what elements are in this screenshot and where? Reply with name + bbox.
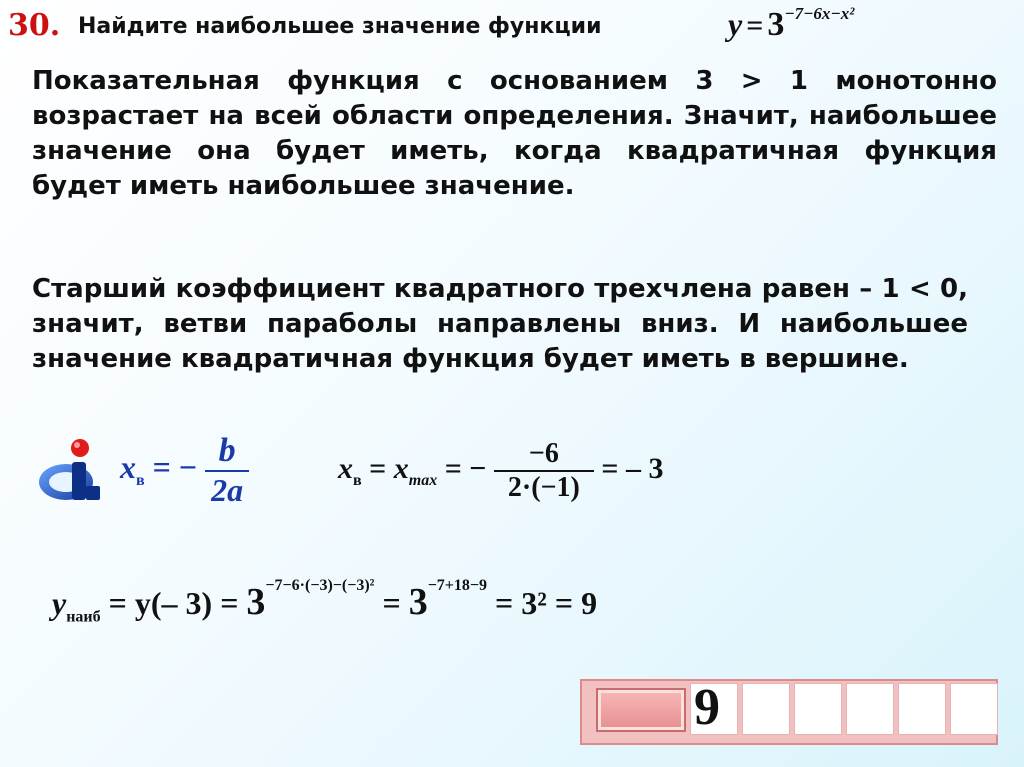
xmax-eq1: =: [369, 451, 387, 485]
ymax-exp1: −7−6·(−3)−(−3)²: [265, 577, 375, 595]
explanation-paragraph-1: Показательная функция с основанием 3 > 1 монотонно возрастает на всей области определения. Значит, наибольшее значение она будет иметь, когда квадратичная функция будет иметь наибольшее значение.: [32, 66, 997, 201]
answer-button[interactable]: [596, 688, 686, 732]
ymax-sub: наиб: [66, 608, 101, 626]
fn-y: y: [728, 6, 743, 42]
xmax-sub2: max: [408, 471, 438, 489]
answer-cell[interactable]: [794, 683, 842, 735]
ymax-exp2: −7+18−9: [427, 577, 488, 595]
vertex-eq: = −: [152, 448, 198, 485]
explanation-paragraph-2: Старший коэффициент квадратного трехчлена равен – 1 < 0, значит, ветви параболы направлены вниз. И наибольшее значение квадратичная функция будет иметь в вершине.: [32, 274, 968, 374]
ymax-formula: [52, 577, 598, 626]
xmax-x2: x: [393, 451, 409, 485]
vertex-x: x: [120, 448, 136, 485]
answer-cell[interactable]: [898, 683, 946, 735]
ymax-eq2: =: [382, 585, 401, 621]
xmax-fraction: [494, 438, 594, 504]
xmax-formula: [338, 438, 663, 504]
xmax-x1: x: [338, 451, 353, 485]
fn-exponent: −7−6x−x²: [784, 3, 855, 23]
vertex-num: b: [205, 432, 249, 472]
answer-cell[interactable]: [950, 683, 998, 735]
ymax-base2: 3: [408, 581, 428, 623]
ymax-y: y: [52, 585, 67, 621]
ymax-result: = 3² = 9: [495, 585, 598, 621]
vertex-den: 2a: [211, 472, 244, 508]
vertex-sub: в: [136, 472, 145, 490]
xmax-sub1: в: [353, 471, 362, 489]
answer-digit: 9: [694, 679, 720, 736]
ymax-part1: = y(– 3) =: [108, 585, 239, 621]
answer-cell[interactable]: [846, 683, 894, 735]
xmax-num: −6: [494, 438, 594, 472]
answer-cell[interactable]: [742, 683, 790, 735]
function-formula: [728, 3, 855, 44]
fn-base: 3: [767, 6, 785, 43]
vertex-formula: [120, 432, 249, 509]
ymax-base1: 3: [246, 581, 266, 623]
problem-number: 30.: [8, 8, 61, 43]
xmax-den: 2·(−1): [507, 472, 580, 503]
xmax-eq2: = −: [444, 451, 487, 485]
vertex-fraction: [205, 432, 249, 509]
problem-statement: Найдите наибольшее значение функции: [78, 14, 602, 39]
fn-eq: =: [746, 9, 764, 42]
answer-cells: [690, 683, 1002, 735]
info-icon: [36, 436, 118, 506]
xmax-result: = – 3: [601, 451, 664, 485]
